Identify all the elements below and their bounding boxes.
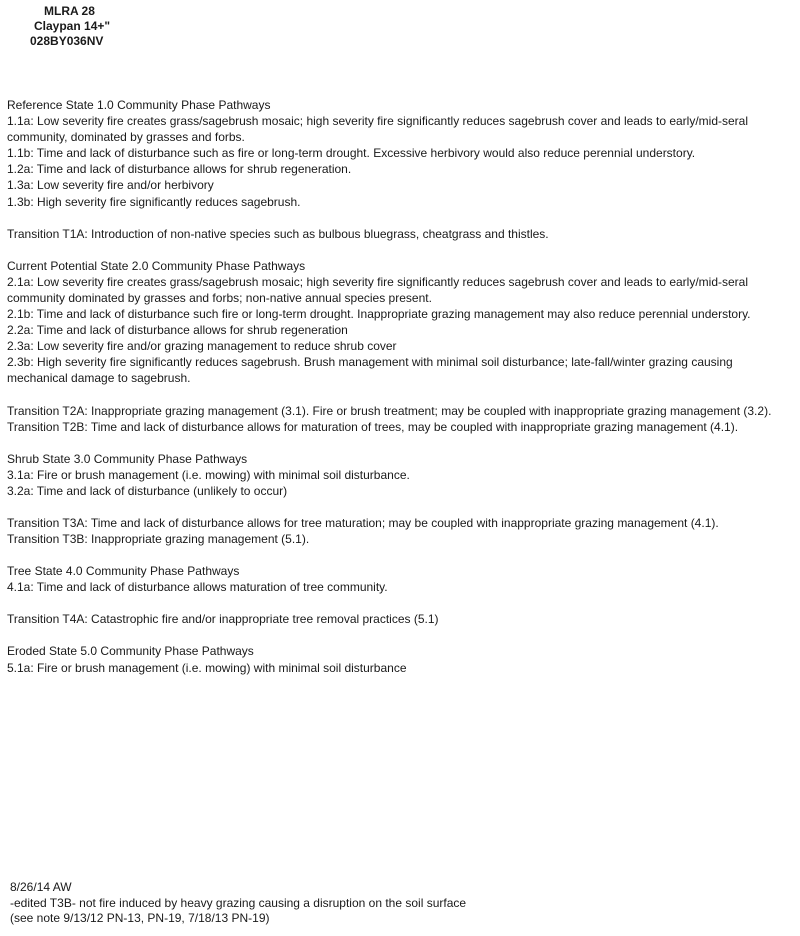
- section-transition-t2: [7, 403, 793, 435]
- site-name: Claypan 14+": [34, 19, 111, 33]
- section-title: Tree State 4.0 Community Phase Pathways: [7, 564, 240, 579]
- section-title: Shrub State 3.0 Community Phase Pathways: [7, 451, 248, 466]
- edit-note: [10, 880, 480, 927]
- pathway-notes: [7, 97, 793, 692]
- pathway-1-1b: 1.1b: Time and lack of disturbance such as fire or long-term drought. Excessive herbivory would also reduce perennial understory.: [7, 146, 696, 161]
- section-current-potential-state: [7, 258, 793, 387]
- section-title: Reference State 1.0 Community Phase Pathways: [7, 98, 271, 112]
- pathway-2-3a: 2.3a: Low severity fire and/or grazing management to reduce shrub cover: [7, 339, 397, 354]
- transition-t3a: Transition T3A: Time and lack of disturbance allows for tree maturation; may be coupled with inappropriate grazing management (4.1).: [7, 515, 719, 530]
- pathway-3-1a: 3.1a: Fire or brush management (i.e. mowing) with minimal soil disturbance.: [7, 467, 410, 482]
- pathway-2-1a: 2.1a: Low severity fire creates grass/sagebrush mosaic; high severity fire significantly reduces sagebrush cover and leads to early/mid-seral community dominated by grasses and forbs; non-native annual species present.: [7, 274, 749, 305]
- pathway-3-2a: 3.2a: Time and lack of disturbance (unlikely to occur): [7, 483, 288, 498]
- transition-t4a: Transition T4A: Catastrophic fire and/or inappropriate tree removal practices (5.1): [7, 612, 439, 627]
- pathway-2-3b: 2.3b: High severity fire significantly reduces sagebrush. Brush management with minimal soil disturbance; late-fall/winter grazing causing mechanical damage to sagebrush.: [7, 355, 733, 386]
- section-reference-state: [7, 97, 793, 210]
- section-tree-state: [7, 563, 793, 595]
- edit-date: 8/26/14 AW: [10, 880, 72, 894]
- pathway-5-1a: 5.1a: Fire or brush management (i.e. mowing) with minimal soil disturbance: [7, 660, 407, 675]
- site-id: 028BY036NV: [30, 34, 104, 48]
- section-title: Current Potential State 2.0 Community Phase Pathways: [7, 258, 306, 273]
- pathway-2-1b: 2.1b: Time and lack of disturbance such fire or long-term drought. Inappropriate grazing management may also reduce perennial understory.: [7, 307, 751, 322]
- section-transition-t3: [7, 515, 793, 547]
- pathway-1-1a: 1.1a: Low severity fire creates grass/sagebrush mosaic; high severity fire significantly reduces sagebrush cover and leads to early/mid-seral community, dominated by grasses and forbs.: [7, 114, 749, 145]
- section-transition-t4: [7, 611, 793, 627]
- transition-t2a: Transition T2A: Inappropriate grazing management (3.1). Fire or brush treatment; may be coupled with inappropriate grazing management (3.2).: [7, 403, 772, 418]
- pathway-1-3b: 1.3b: High severity fire significantly reduces sagebrush.: [7, 194, 301, 209]
- mlra-label: MLRA 28: [44, 4, 95, 18]
- pathway-2-2a: 2.2a: Time and lack of disturbance allows for shrub regeneration: [7, 323, 348, 338]
- pathway-1-3a: 1.3a: Low severity fire and/or herbivory: [7, 178, 214, 193]
- edit-description: -edited T3B- not fire induced by heavy grazing causing a disruption on the soil surface (see note 9/13/12 PN-13, PN-19, 7/18/13 PN-19): [10, 895, 467, 925]
- section-title: Eroded State 5.0 Community Phase Pathways: [7, 644, 254, 659]
- pathway-1-2a: 1.2a: Time and lack of disturbance allows for shrub regeneration.: [7, 162, 352, 177]
- pathway-4-1a: 4.1a: Time and lack of disturbance allows maturation of tree community.: [7, 580, 388, 595]
- transition-t2b: Transition T2B: Time and lack of disturbance allows for maturation of trees, may be coupled with inappropriate grazing management (4.1).: [7, 419, 739, 434]
- section-eroded-state: [7, 643, 793, 675]
- section-shrub-state: [7, 451, 793, 499]
- transition-t3b: Transition T3B: Inappropriate grazing management (5.1).: [7, 532, 310, 547]
- section-transition-t1: [7, 226, 793, 242]
- transition-t1a: Transition T1A: Introduction of non-native species such as bulbous bluegrass, cheatgrass and thistles.: [7, 226, 549, 241]
- document-header: [30, 4, 110, 49]
